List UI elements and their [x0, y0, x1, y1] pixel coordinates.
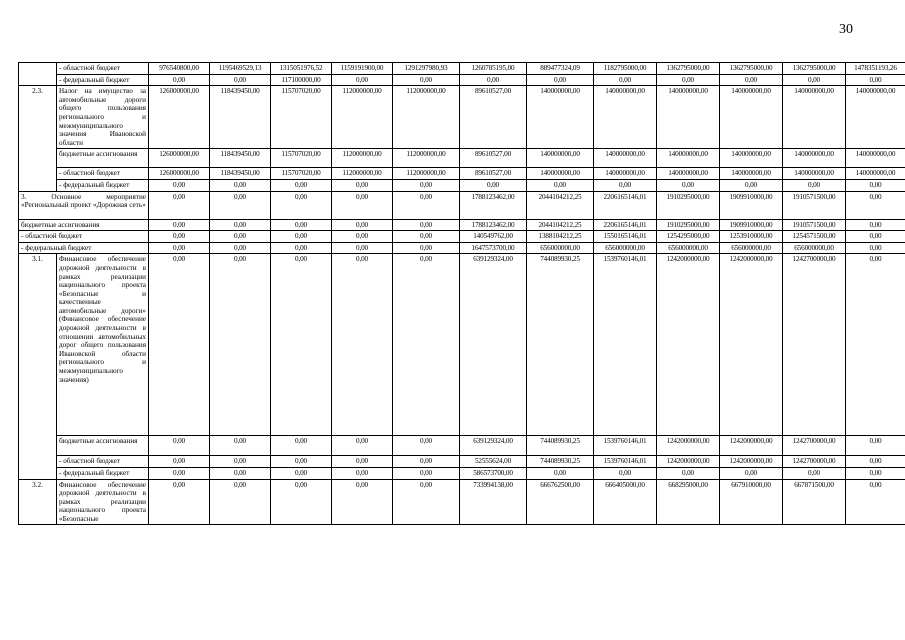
table-row [19, 456, 905, 468]
row-label: бюджетные ассигнования [57, 436, 149, 456]
value-cell: 0,00 [332, 479, 393, 525]
value-cell: 1195469529,13 [210, 63, 271, 75]
value-cell: 1242000000,00 [657, 456, 720, 468]
value-cell: 0,00 [332, 436, 393, 456]
value-cell: 667871500,00 [783, 479, 846, 525]
value-cell: 1254295000,00 [657, 231, 720, 243]
value-cell: 0,00 [846, 467, 905, 479]
value-cell: 666762500,00 [527, 479, 594, 525]
row-label: Налог на имущество за автомобильные дороги общего пользования регионального и межмуниципального значения Ивановской области [57, 86, 149, 149]
value-cell: 1362795000,00 [783, 63, 846, 75]
value-cell: 89610527,00 [460, 168, 527, 180]
value-cell: 1242700000,00 [783, 456, 846, 468]
value-cell: 0,00 [594, 179, 657, 191]
table-row [19, 168, 905, 180]
value-cell: 140000000,00 [783, 168, 846, 180]
value-cell: 140000000,00 [594, 168, 657, 180]
value-cell: 1242000000,00 [720, 456, 783, 468]
value-cell: 656000000,00 [527, 242, 594, 254]
value-cell: 2206165146,01 [594, 191, 657, 219]
value-cell: 52555624,00 [460, 456, 527, 468]
value-cell: 1159191900,00 [332, 63, 393, 75]
value-cell: 1909910000,00 [720, 219, 783, 231]
value-cell: 586573700,00 [460, 467, 527, 479]
value-cell: 0,00 [846, 191, 905, 219]
value-cell: 0,00 [393, 219, 460, 231]
value-cell: 0,00 [720, 74, 783, 86]
row-code: 3.1. [19, 254, 57, 479]
value-cell: 140000000,00 [594, 86, 657, 149]
value-cell: 140000000,00 [720, 149, 783, 168]
value-cell: 0,00 [527, 467, 594, 479]
value-cell: 1242000000,00 [657, 254, 720, 436]
value-cell: 0,00 [460, 179, 527, 191]
table-row [19, 86, 905, 149]
value-cell: 112000000,00 [332, 168, 393, 180]
value-cell: 0,00 [393, 231, 460, 243]
value-cell: 1260785195,00 [460, 63, 527, 75]
value-cell: 112000000,00 [332, 86, 393, 149]
value-cell: 1291297980,93 [393, 63, 460, 75]
value-cell: 0,00 [271, 467, 332, 479]
value-cell: 126000000,00 [149, 86, 210, 149]
value-cell: 0,00 [210, 436, 271, 456]
value-cell: 1315051976,52 [271, 63, 332, 75]
value-cell: 0,00 [210, 479, 271, 525]
value-cell: 118439450,00 [210, 86, 271, 149]
value-cell: 0,00 [393, 179, 460, 191]
value-cell: 0,00 [846, 456, 905, 468]
table-row [19, 479, 905, 525]
value-cell: 140000000,00 [657, 86, 720, 149]
value-cell: 0,00 [332, 179, 393, 191]
value-cell: 744089930,25 [527, 254, 594, 436]
value-cell: 140000000,00 [846, 149, 905, 168]
value-cell: 0,00 [149, 479, 210, 525]
value-cell: 140000000,00 [527, 86, 594, 149]
value-cell: 1539760146,01 [594, 436, 657, 456]
value-cell: 0,00 [393, 456, 460, 468]
value-cell: 744089930,25 [527, 456, 594, 468]
value-cell: 0,00 [210, 179, 271, 191]
value-cell: 140000000,00 [594, 149, 657, 168]
value-cell: 0,00 [149, 456, 210, 468]
table-row [19, 436, 905, 456]
value-cell: 0,00 [271, 231, 332, 243]
value-cell: 140000000,00 [846, 86, 905, 149]
table-row [19, 74, 905, 86]
value-cell: 744089930,25 [527, 436, 594, 456]
value-cell: 0,00 [149, 231, 210, 243]
value-cell: 0,00 [846, 231, 905, 243]
row-label: - областной бюджет [57, 456, 149, 468]
value-cell: 0,00 [332, 456, 393, 468]
value-cell: 0,00 [846, 242, 905, 254]
value-cell: 1539760146,01 [594, 254, 657, 436]
value-cell: 976540800,00 [149, 63, 210, 75]
value-cell: 0,00 [720, 467, 783, 479]
value-cell: 0,00 [210, 191, 271, 219]
value-cell: 656000000,00 [657, 242, 720, 254]
value-cell: 112000000,00 [393, 86, 460, 149]
value-cell: 140000000,00 [527, 149, 594, 168]
value-cell: 0,00 [332, 74, 393, 86]
value-cell: 0,00 [846, 254, 905, 436]
value-cell: 1362795000,00 [657, 63, 720, 75]
row-label: - областной бюджет [57, 168, 149, 180]
page-number: 30 [839, 22, 853, 37]
value-cell: 1539760146,01 [594, 456, 657, 468]
row-label: - областной бюджет [19, 231, 149, 243]
value-cell: 0,00 [846, 219, 905, 231]
row-label: - федеральный бюджет [57, 74, 149, 86]
value-cell: 0,00 [149, 242, 210, 254]
value-cell: 1242000000,00 [657, 436, 720, 456]
value-cell: 126000000,00 [149, 149, 210, 168]
value-cell: 2206165146,01 [594, 219, 657, 231]
value-cell: 0,00 [460, 74, 527, 86]
value-cell: 0,00 [149, 191, 210, 219]
value-cell: 0,00 [210, 231, 271, 243]
value-cell: 118439450,00 [210, 149, 271, 168]
value-cell: 89610527,00 [460, 86, 527, 149]
value-cell: 0,00 [149, 436, 210, 456]
value-cell: 0,00 [210, 456, 271, 468]
value-cell: 0,00 [783, 467, 846, 479]
value-cell: 1550165146,01 [594, 231, 657, 243]
value-cell: 0,00 [149, 254, 210, 436]
value-cell: 0,00 [393, 436, 460, 456]
value-cell: 0,00 [657, 467, 720, 479]
row-label: - областной бюджет [57, 63, 149, 75]
value-cell: 1647573700,00 [460, 242, 527, 254]
value-cell: 112000000,00 [393, 168, 460, 180]
value-cell: 0,00 [271, 479, 332, 525]
value-cell: 0,00 [594, 74, 657, 86]
row-code: 2.3. [19, 86, 57, 191]
value-cell: 2044104212,25 [527, 191, 594, 219]
table-row [19, 179, 905, 191]
value-cell: 1788123462,00 [460, 219, 527, 231]
value-cell: 0,00 [783, 179, 846, 191]
value-cell: 1910295000,00 [657, 219, 720, 231]
value-cell: 656000000,00 [594, 242, 657, 254]
row-label: Финансовое обеспечение дорожной деятельности в рамках реализации национального проекта «Безопасные и качественные автомобильные дороги» (Финансовое обеспечение дорожной деятельности в отношении автомобильных дорог общего пользования Ивановской области регионального и межмуниципального значения) [57, 254, 149, 436]
value-cell: 0,00 [210, 242, 271, 254]
value-cell: 0,00 [149, 74, 210, 86]
value-cell: 0,00 [846, 74, 905, 86]
value-cell: 0,00 [594, 467, 657, 479]
value-cell: 1910571500,00 [783, 191, 846, 219]
value-cell: 666405000,00 [594, 479, 657, 525]
value-cell: 140549762,00 [460, 231, 527, 243]
value-cell: 140000000,00 [783, 86, 846, 149]
value-cell: 0,00 [393, 191, 460, 219]
table-row [19, 467, 905, 479]
value-cell: 126000000,00 [149, 168, 210, 180]
value-cell: 112000000,00 [393, 149, 460, 168]
value-cell: 140000000,00 [720, 168, 783, 180]
row-label: - федеральный бюджет [57, 179, 149, 191]
value-cell: 0,00 [332, 242, 393, 254]
value-cell: 889477324,09 [527, 63, 594, 75]
table-row [19, 231, 905, 243]
value-cell: 140000000,00 [783, 149, 846, 168]
row-label: - федеральный бюджет [19, 242, 149, 254]
value-cell: 0,00 [332, 231, 393, 243]
value-cell: 0,00 [210, 219, 271, 231]
value-cell: 0,00 [783, 74, 846, 86]
table-row [19, 191, 905, 219]
value-cell: 0,00 [527, 74, 594, 86]
value-cell: 0,00 [271, 456, 332, 468]
value-cell: 0,00 [846, 179, 905, 191]
value-cell: 115707020,00 [271, 149, 332, 168]
value-cell: 0,00 [332, 191, 393, 219]
value-cell: 0,00 [657, 179, 720, 191]
value-cell: 89610527,00 [460, 149, 527, 168]
value-cell: 1254571500,00 [783, 231, 846, 243]
value-cell: 1182795000,00 [594, 63, 657, 75]
value-cell: 0,00 [271, 179, 332, 191]
value-cell: 115707020,00 [271, 86, 332, 149]
table-row [19, 254, 905, 436]
value-cell: 0,00 [271, 219, 332, 231]
value-cell: 0,00 [271, 242, 332, 254]
value-cell: 115707020,00 [271, 168, 332, 180]
value-cell: 1242000000,00 [720, 436, 783, 456]
value-cell: 1253910000,00 [720, 231, 783, 243]
value-cell: 117100000,00 [271, 74, 332, 86]
value-cell: 733994138,00 [460, 479, 527, 525]
row-label: 3. Основное мероприятие «Региональный проект «Дорожная сеть» [19, 191, 149, 219]
value-cell: 140000000,00 [846, 168, 905, 180]
value-cell: 2044104212,25 [527, 219, 594, 231]
value-cell: 0,00 [393, 74, 460, 86]
value-cell: 118439450,00 [210, 168, 271, 180]
value-cell: 0,00 [393, 242, 460, 254]
value-cell: 0,00 [332, 254, 393, 436]
value-cell: 0,00 [657, 74, 720, 86]
value-cell: 0,00 [393, 467, 460, 479]
row-label: бюджетные ассигнования [19, 219, 149, 231]
row-label: - федеральный бюджет [57, 467, 149, 479]
value-cell: 1242000000,00 [720, 254, 783, 436]
value-cell: 0,00 [271, 191, 332, 219]
value-cell: 1788123462,00 [460, 191, 527, 219]
value-cell: 1910571500,00 [783, 219, 846, 231]
value-cell: 112000000,00 [332, 149, 393, 168]
value-cell: 1909910000,00 [720, 191, 783, 219]
value-cell: 668295000,00 [657, 479, 720, 525]
value-cell: 0,00 [210, 467, 271, 479]
value-cell: 639129324,00 [460, 254, 527, 436]
value-cell: 0,00 [846, 479, 905, 525]
row-label: бюджетные ассигнования [57, 149, 149, 168]
value-cell: 667910000,00 [720, 479, 783, 525]
value-cell: 140000000,00 [720, 86, 783, 149]
value-cell: 0,00 [720, 179, 783, 191]
value-cell: 0,00 [149, 467, 210, 479]
table-row [19, 242, 905, 254]
value-cell: 0,00 [332, 467, 393, 479]
value-cell: 0,00 [271, 254, 332, 436]
value-cell: 0,00 [149, 219, 210, 231]
value-cell: 656000000,00 [783, 242, 846, 254]
value-cell: 639129324,00 [460, 436, 527, 456]
value-cell: 0,00 [210, 254, 271, 436]
table-row [19, 219, 905, 231]
value-cell: 0,00 [846, 436, 905, 456]
table-row [19, 63, 905, 75]
row-label: Финансовое обеспечение дорожной деятельности в рамках реализации национального проекта «Безопасные [57, 479, 149, 525]
value-cell: 0,00 [271, 436, 332, 456]
value-cell: 1478351193,26 [846, 63, 905, 75]
value-cell: 1388104212,25 [527, 231, 594, 243]
row-code [19, 63, 57, 86]
value-cell: 140000000,00 [657, 149, 720, 168]
table-row [19, 149, 905, 168]
value-cell: 0,00 [393, 254, 460, 436]
value-cell: 0,00 [527, 179, 594, 191]
value-cell: 0,00 [393, 479, 460, 525]
budget-table [18, 62, 905, 525]
value-cell: 0,00 [332, 219, 393, 231]
value-cell: 140000000,00 [527, 168, 594, 180]
value-cell: 140000000,00 [657, 168, 720, 180]
value-cell: 1362795000,00 [720, 63, 783, 75]
value-cell: 656000000,00 [720, 242, 783, 254]
value-cell: 1242700000,00 [783, 254, 846, 436]
row-code: 3.2. [19, 479, 57, 525]
value-cell: 0,00 [210, 74, 271, 86]
value-cell: 1910295000,00 [657, 191, 720, 219]
value-cell: 1242700000,00 [783, 436, 846, 456]
value-cell: 0,00 [149, 179, 210, 191]
